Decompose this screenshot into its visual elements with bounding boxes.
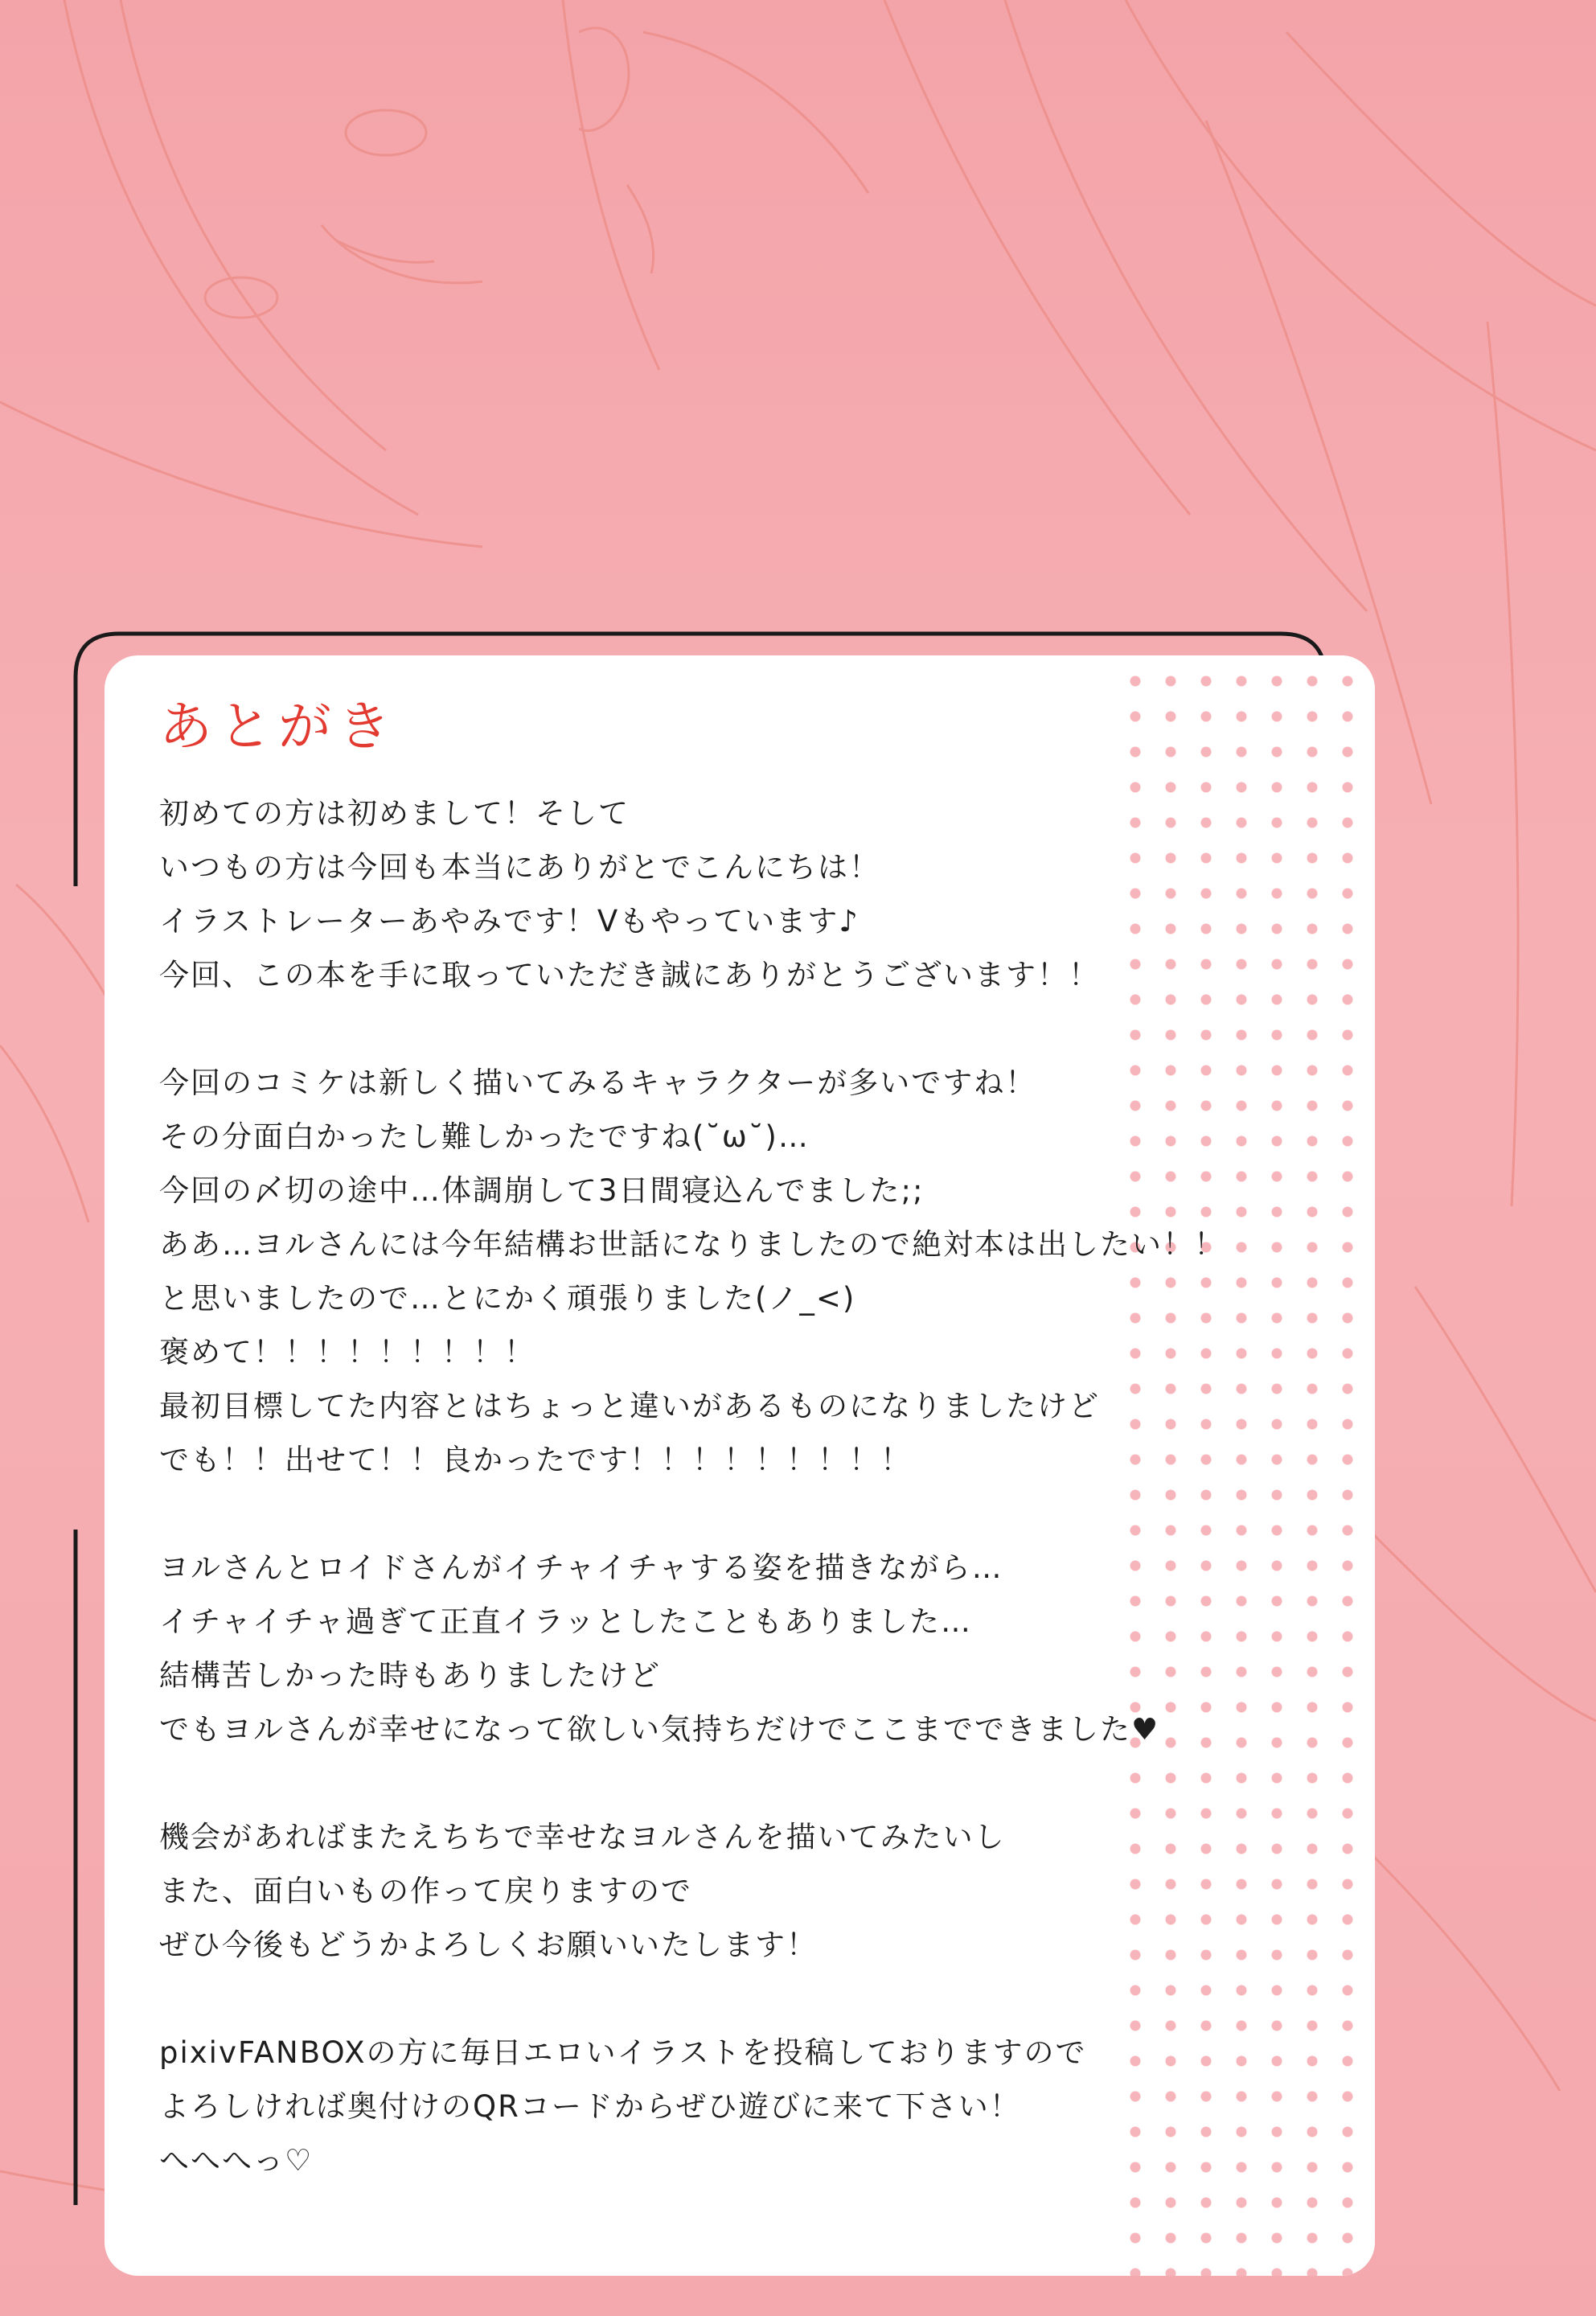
text-line: ぜひ今後もどうかよろしくお願いいたします！ [159, 1928, 818, 1962]
afterword-body [159, 786, 1325, 2187]
text-line: その分面白かったし難しかったですね(˘ω˘)… [159, 1119, 810, 1154]
text-line: 今回、この本を手に取っていただき誠にありがとうございます！！ [159, 958, 1100, 992]
text-line: 初めての方は初めまして！そして [159, 796, 630, 831]
paragraph-gap [159, 1487, 1325, 1541]
text-line: 結構苦しかった時もありましたけど [159, 1658, 661, 1693]
text-line: また、面白いもの作って戻りますので [159, 1874, 692, 1908]
paragraph-gap [159, 1972, 1325, 2026]
afterword-title: あとがき [159, 696, 397, 758]
text-line: イチャイチャ過ぎて正直イラッとしたこともありました… [159, 1604, 973, 1639]
text-line: 機会があればまたえちちで幸せなヨルさんを描いてみたいし [159, 1820, 1006, 1854]
text-line: pixivFANBOXの方に毎日エロいイラストを投稿しておりますので [159, 2035, 1087, 2070]
text-line: よろしければ奥付けのQRコードからぜひ遊びに来て下さい！ [159, 2089, 1021, 2124]
text-line: ヨルさんとロイドさんがイチャイチャする姿を描きながら… [159, 1550, 1003, 1585]
text-line: でもヨルさんが幸せになって欲しい気持ちだけでここまでできました♥ [159, 1712, 1160, 1747]
paragraph-gap [159, 1756, 1325, 1810]
text-line: 今回のコミケは新しく描いてみるキャラクターが多いですね！ [159, 1066, 1037, 1100]
paragraph-gap [159, 1002, 1325, 1056]
text-line: 褒めて！！！！！！！！！ [159, 1335, 535, 1369]
text-line: と思いましたので…とにかく頑張りました(ノ_<) [159, 1281, 856, 1316]
text-line: へへへっ♡ [159, 2143, 314, 2178]
text-line: イラストレーターあやみです！Vもやっています♪ [159, 904, 860, 938]
text-line: 最初目標してた内容とはちょっと違いがあるものになりましたけど [159, 1389, 1100, 1423]
text-line: でも！！出せて！！良かったです！！！！！！！！！ [159, 1443, 912, 1477]
text-line: ああ…ヨルさんには今年結構お世話になりましたので絶対本は出したい！！ [159, 1227, 1225, 1262]
text-line: いつもの方は今回も本当にありがとでこんにちは！ [159, 850, 880, 885]
text-line: 今回の〆切の途中…体調崩して3日間寝込んでました;; [159, 1173, 925, 1208]
